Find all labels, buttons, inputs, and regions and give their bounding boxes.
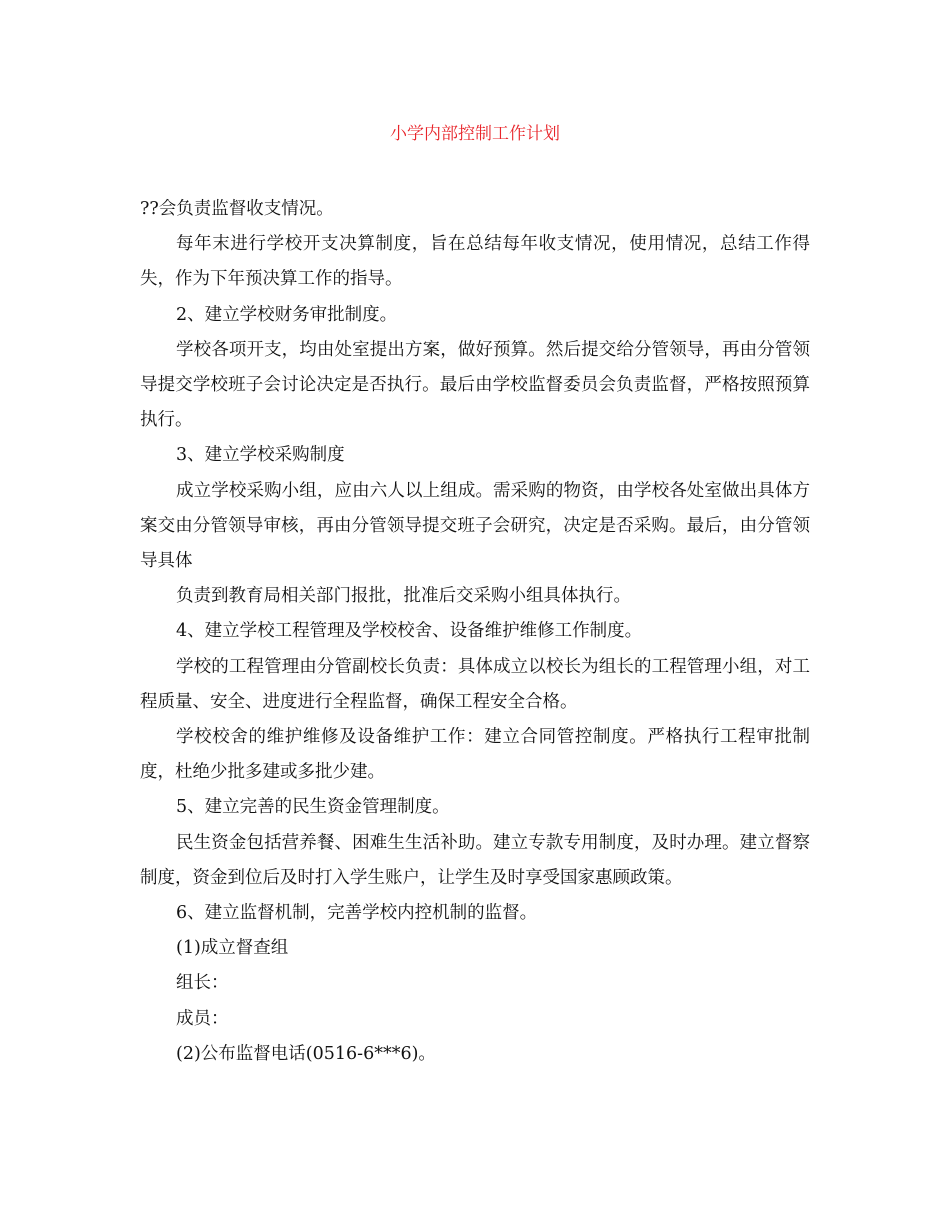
section-heading: 6、建立监督机制，完善学校内控机制的监督。: [176, 903, 538, 924]
section-heading: 5、建立完善的民生资金管理制度。: [176, 797, 450, 818]
list-item: (2)公布监督电话(0516-6***6)。: [176, 1043, 436, 1064]
section-heading: 3、建立学校采购制度: [176, 445, 345, 466]
paragraph: 负责到教育局相关部门报批，批准后交采购小组具体执行。: [176, 586, 631, 607]
paragraph: 学校校舍的维护维修及设备维护工作：建立合同管控制度。严格执行工程审批制度，杜绝少批多建或多批少建。: [140, 727, 810, 783]
list-item: 成员：: [176, 1008, 229, 1029]
section-heading: 4、建立学校工程管理及学校校舍、设备维护维修工作制度。: [176, 621, 643, 642]
list-item: (1)成立督查组: [176, 938, 289, 959]
paragraph: 学校的工程管理由分管副校长负责：具体成立以校长为组长的工程管理小组，对工程质量、安全、进度进行全程监督，确保工程安全合格。: [140, 656, 810, 712]
list-item: 组长：: [176, 973, 229, 994]
paragraph: 学校各项开支，均由处室提出方案，做好预算。然后提交给分管领导，再由分管领导提交学校班子会讨论决定是否执行。最后由学校监督委员会负责监督，严格按照预算执行。: [140, 339, 810, 431]
paragraph: 民生资金包括营养餐、困难生生活补助。建立专款专用制度，及时办理。建立督察制度，资金到位后及时打入学生账户，让学生及时享受国家惠顾政策。: [140, 832, 810, 888]
paragraph: ??会负责监督收支情况。: [140, 199, 334, 219]
section-heading: 2、建立学校财务审批制度。: [176, 304, 398, 325]
paragraph: 成立学校采购小组，应由六人以上组成。需采购的物资，由学校各处室做出具体方案交由分管领导审核，再由分管领导提交班子会研究，决定是否采购。最后，由分管领导具体: [140, 480, 810, 572]
document-body: [140, 192, 810, 1072]
paragraph: 每年末进行学校开支决算制度，旨在总结每年收支情况，使用情况，总结工作得失，作为下年预决算工作的指导。: [140, 234, 810, 290]
document-title: 小学内部控制工作计划: [390, 124, 560, 144]
